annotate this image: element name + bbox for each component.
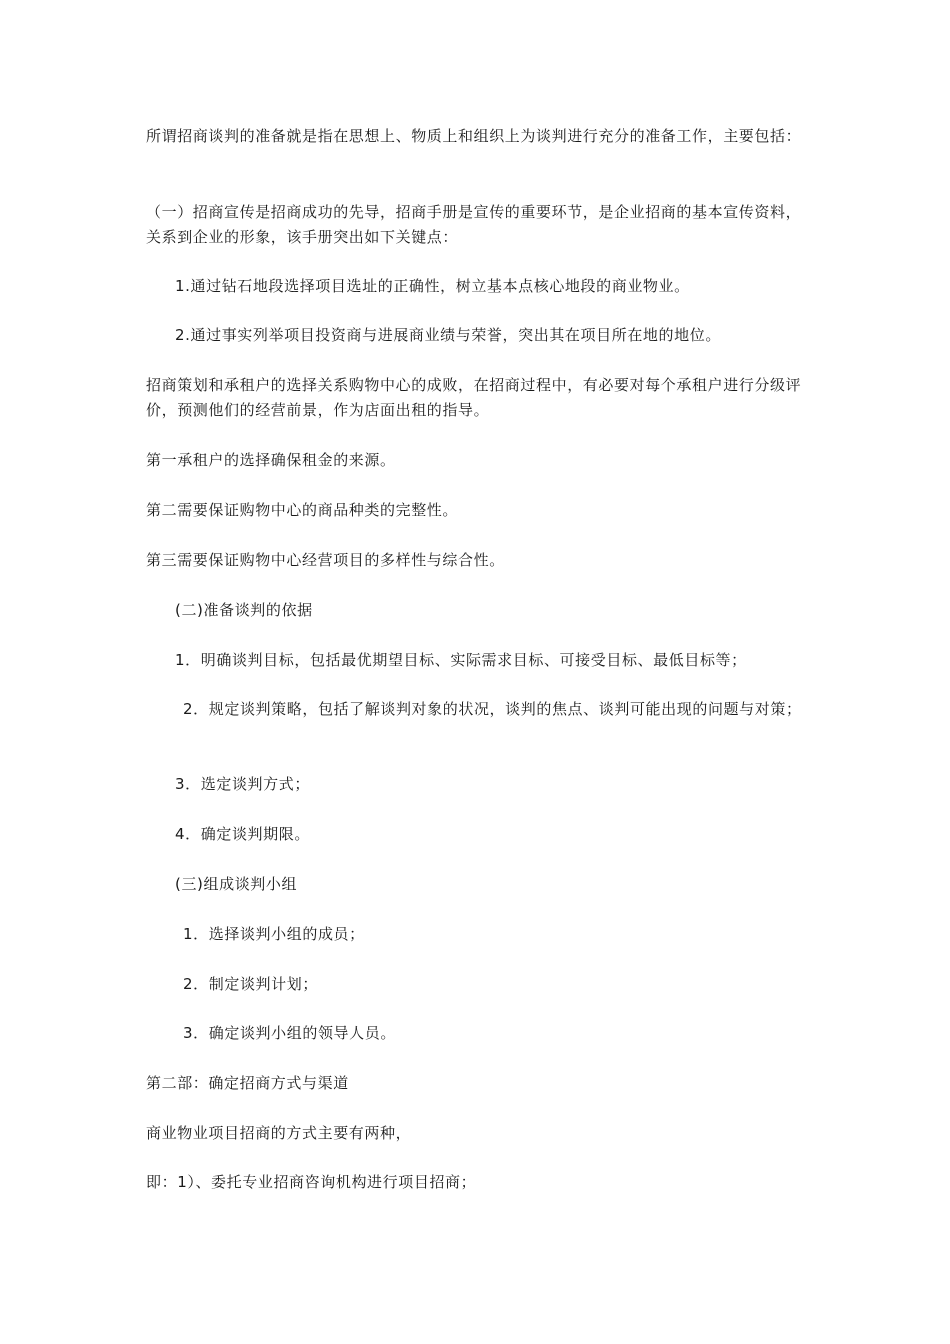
body-paragraph: 即：1）、委托专业招商咨询机构进行项目招商； bbox=[146, 1173, 477, 1191]
list-item: 1．选择谈判小组的成员； bbox=[183, 925, 365, 943]
intro-paragraph: 所谓招商谈判的准备就是指在思想上、物质上和组织上为谈判进行充分的准备工作，主要包括： bbox=[146, 127, 802, 145]
body-paragraph: 第二需要保证购物中心的商品种类的完整性。 bbox=[146, 501, 459, 519]
list-item: 2．规定谈判策略，包括了解谈判对象的状况，谈判的焦点、谈判可能出现的问题与对策； bbox=[183, 700, 802, 718]
list-item: 1.通过钻石地段选择项目选址的正确性，树立基本点核心地段的商业物业。 bbox=[175, 277, 690, 295]
list-item: 3．选定谈判方式； bbox=[175, 775, 310, 793]
section-1-paragraph: （一）招商宣传是招商成功的先导，招商手册是宣传的重要环节，是企业招商的基本宣传资料，关系到企业的形象，该手册突出如下关键点： bbox=[146, 203, 802, 246]
body-paragraph: 商业物业项目招商的方式主要有两种， bbox=[146, 1124, 412, 1142]
section-heading: (二)准备谈判的依据 bbox=[175, 601, 313, 619]
section-heading: (三)组成谈判小组 bbox=[175, 875, 298, 893]
body-paragraph: 第三需要保证购物中心经营项目的多样性与综合性。 bbox=[146, 551, 505, 569]
list-item: 2.通过事实列举项目投资商与进展商业绩与荣誉，突出其在项目所在地的地位。 bbox=[175, 326, 721, 344]
section-heading: 第二部：确定招商方式与渠道 bbox=[146, 1074, 349, 1092]
body-paragraph: 第一承租户的选择确保租金的来源。 bbox=[146, 451, 396, 469]
list-item: 3．确定谈判小组的领导人员。 bbox=[183, 1024, 396, 1042]
body-paragraph: 招商策划和承租户的选择关系购物中心的成败，在招商过程中，有必要对每个承租户进行分级评价，预测他们的经营前景，作为店面出租的指导。 bbox=[146, 376, 802, 419]
list-item: 2．制定谈判计划； bbox=[183, 975, 318, 993]
list-item: 1．明确谈判目标，包括最优期望目标、实际需求目标、可接受目标、最低目标等； bbox=[175, 651, 747, 669]
list-item: 4．确定谈判期限。 bbox=[175, 825, 310, 843]
